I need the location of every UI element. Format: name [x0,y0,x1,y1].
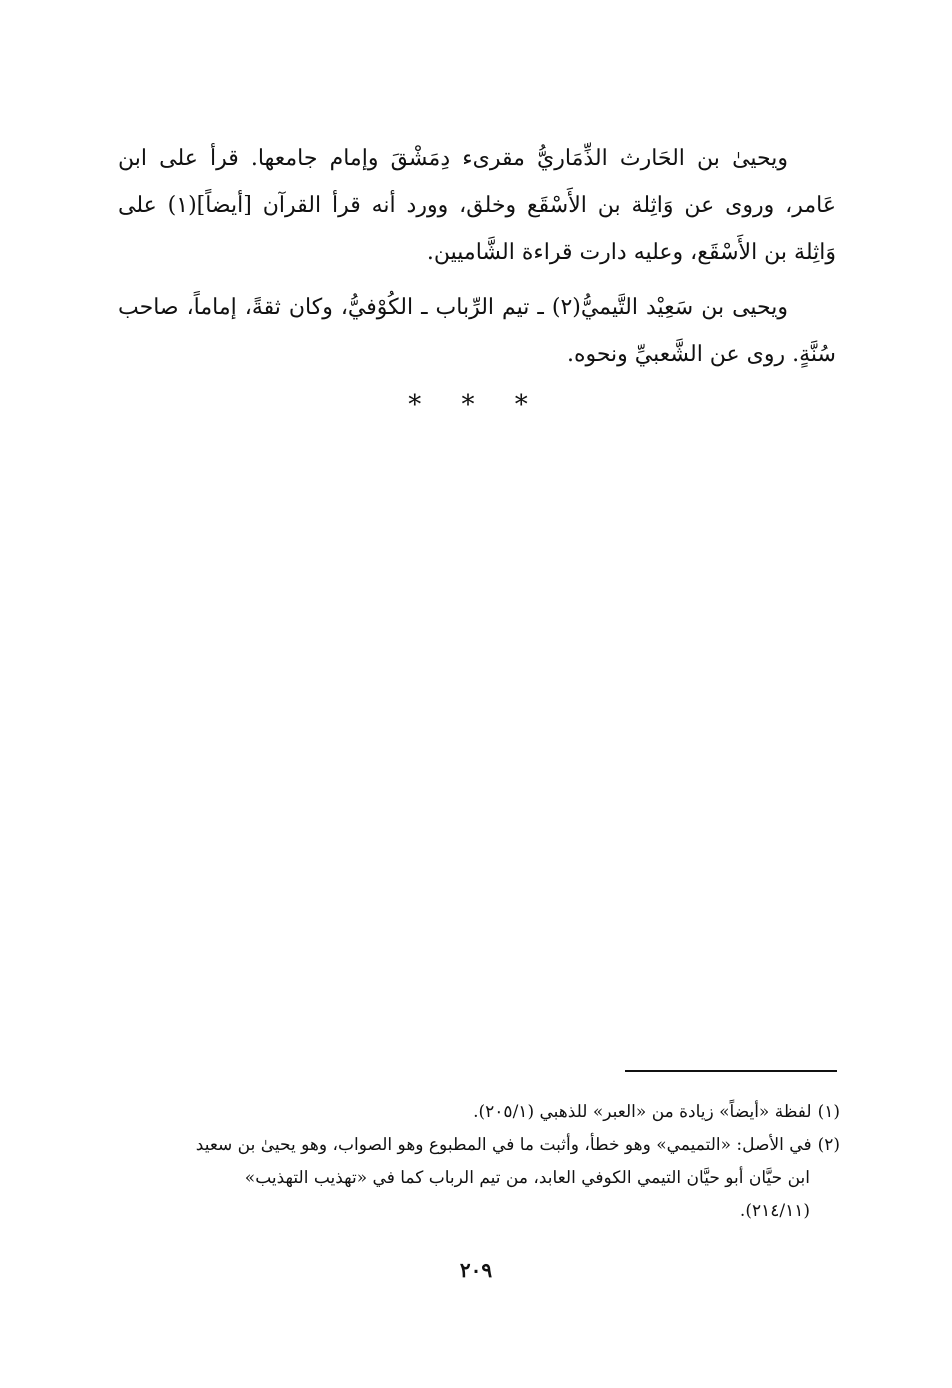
page-number: ٢٠٩ [459,1258,493,1282]
footnote-text: (٢١٤/١١). [739,1201,810,1221]
paragraph: ويحيى بن سَعِيْد التَّيميُّ(٢) ـ تيم الرِّباب ـ الكُوْفيُّ، وكان ثقةً، إماماً، صاحب سُنَّةٍ. روى عن الشَّعبيِّ ونحوه. [118,295,836,367]
footnote-text: لفظة «أيضاً» زيادة من «العبر» للذهبي (٢٠٥/١). [473,1102,812,1122]
footnote-text: في الأصل: «التميمي» وهو خطأ، وأثبت ما في المطبوع وهو الصواب، وهو يحيىٰ بن سعيد [195,1135,812,1155]
footnote-number: (١) [817,1102,840,1122]
footnote [130,1096,840,1129]
paragraph: ويحيىٰ بن الحَارث الذِّمَاريُّ مقرىء دِمَشْقَ وإمام جامعها. قرأ على ابن عَامر، وروى عن وَاثِلة بن الأَسْقَع وخلق، وورد أنه قرأ القرآن [أيضاً](١) على وَاثِلة بن الأَسْقَع، وعليه دارت قراءة الشَّاميين. [118,146,836,265]
footnote-number: (٢) [817,1135,840,1155]
footnote [130,1129,840,1228]
footnotes [130,1096,840,1228]
main-text [118,135,836,378]
footnote-rule [625,1070,837,1072]
footnote-text: ابن حيَّان أبو حيَّان التيمي الكوفي العابد، من تيم الرباب كما في «تهذيب التهذيب» [244,1168,810,1188]
section-separator: * * * [408,390,544,420]
